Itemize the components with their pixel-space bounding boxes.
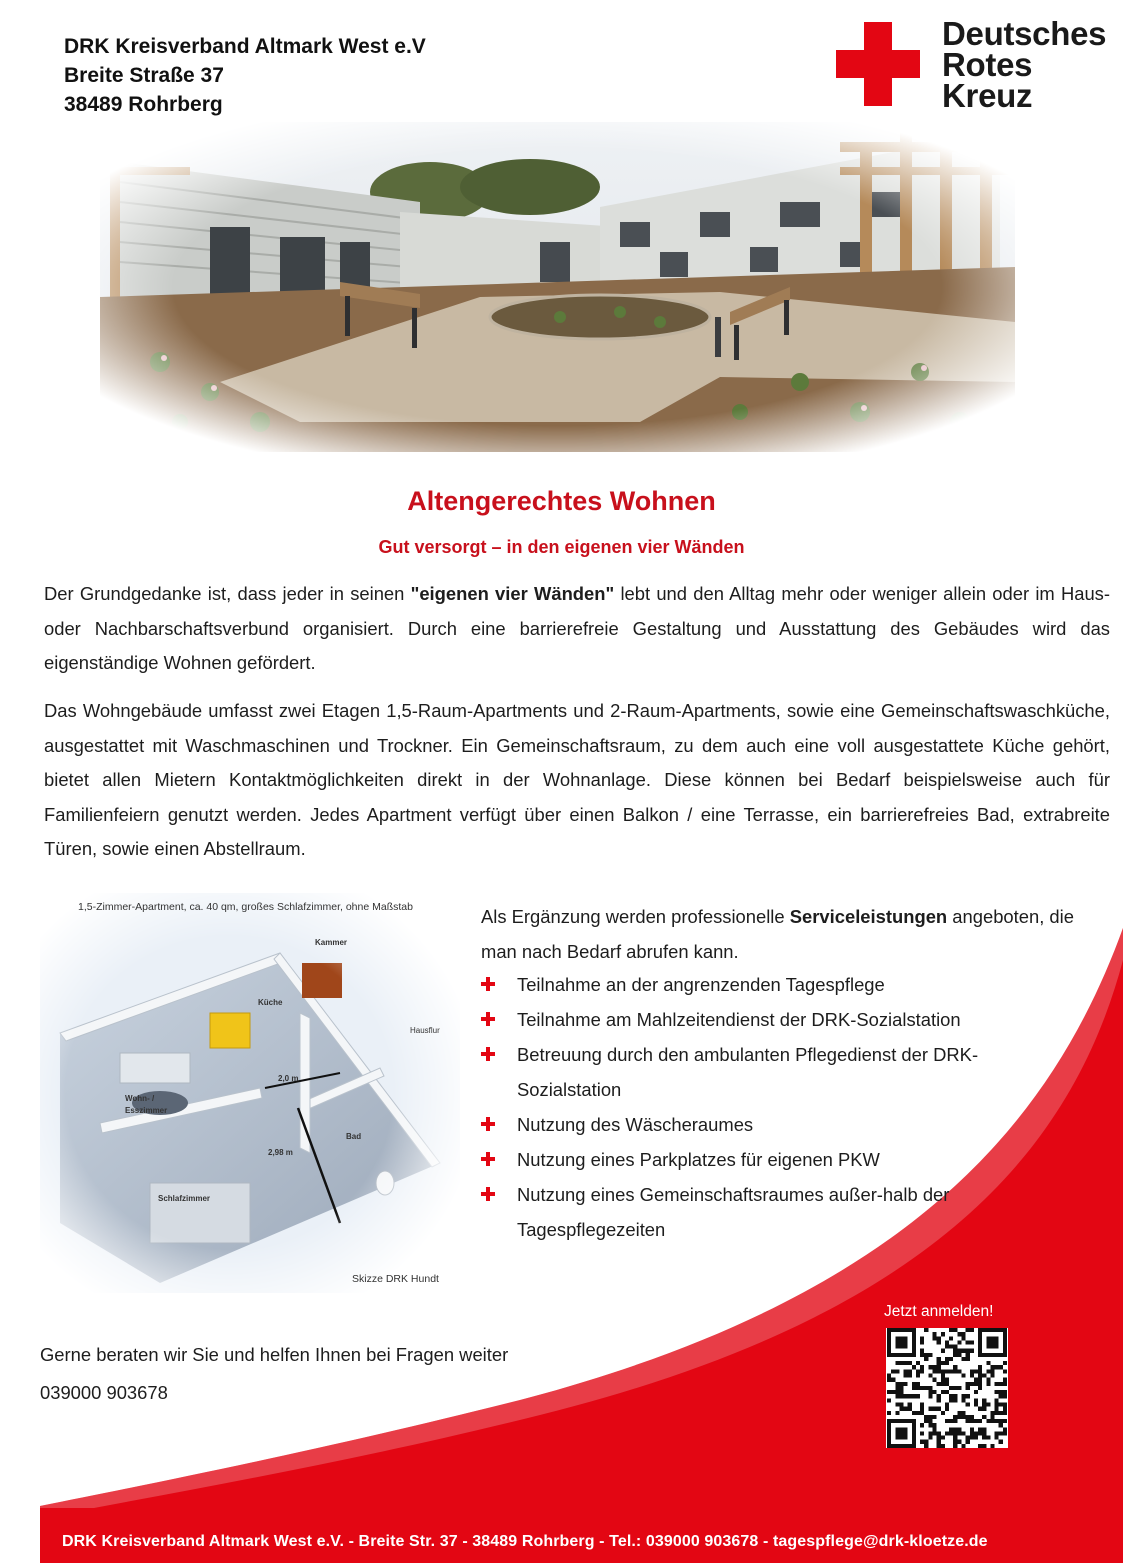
services-intro-emphasis: Serviceleistungen [789, 906, 948, 927]
services-intro [481, 899, 1111, 969]
floorplan-credit: Skizze DRK Hundt [352, 1273, 439, 1285]
services-list [481, 967, 1041, 1247]
street: Breite Straße 37 [64, 64, 224, 87]
dimension-width: 2,0 m [278, 1074, 299, 1083]
list-item [481, 1142, 1041, 1177]
service-text: Nutzung eines Parkplatzes für eigenen PKW [517, 1149, 880, 1170]
red-cross-bullet-icon [481, 1012, 495, 1026]
logo-line-2: Rotes [942, 46, 1033, 83]
red-cross-bullet-icon [481, 1152, 495, 1166]
sender-address [64, 32, 426, 119]
intro-text-end: lebt und den Alltag mehr oder weniger allein oder im Haus- oder Nachbarschaftsverbund organisiert. Durch eine barrierefreie Gestaltung und Ausstattung des Gebäudes wird das eigenständige Wohnen gefördert. [44, 583, 1110, 673]
drk-logo [836, 15, 1116, 114]
intro-paragraph [44, 577, 1110, 681]
room-label-schlafzimmer: Schlafzimmer [158, 1194, 211, 1203]
contact-text: Gerne beraten wir Sie und helfen Ihnen bei Fragen weiter [40, 1344, 509, 1365]
dimension-length: 2,98 m [268, 1148, 293, 1157]
intro-emphasis: "eigenen vier Wänden" [410, 583, 615, 604]
service-text: Teilnahme am Mahlzeitendienst der DRK-Sozialstation [517, 1009, 961, 1030]
red-cross-bullet-icon [481, 977, 495, 991]
red-cross-icon [836, 22, 920, 106]
list-item [481, 1107, 1041, 1142]
page-subtitle: Gut versorgt – in den eigenen vier Wänden [378, 537, 745, 557]
room-label-bad: Bad [346, 1132, 362, 1141]
page-title: Altengerechtes Wohnen [407, 486, 716, 516]
building-courtyard-photo [100, 122, 1015, 452]
list-item [481, 1177, 957, 1247]
org-name: DRK Kreisverband Altmark West e.V [64, 35, 426, 58]
list-item [481, 1002, 1041, 1037]
service-text: Nutzung eines Gemeinschaftsraumes außer-halb der Tagespflegezeiten [517, 1184, 950, 1240]
service-text: Nutzung des Wäscheraumes [517, 1114, 754, 1135]
services-intro-end: angeboten, die man nach Bedarf abrufen kann. [481, 906, 1074, 962]
floorplan-illustration [40, 893, 460, 1293]
service-text: Betreuung durch den ambulanten Pflegedienst der DRK-Sozialstation [517, 1044, 979, 1100]
room-label-wohn-1: Wohn- / [125, 1094, 155, 1103]
city: 38489 Rohrberg [64, 93, 223, 116]
logo-wordmark [942, 15, 1107, 114]
footer-contact-line: DRK Kreisverband Altmark West e.V. - Breite Str. 37 - 38489 Rohrberg - Tel.: 039000 903678 - tagespflege@drk-kloetze.de [62, 1533, 988, 1550]
room-label-kueche: Küche [258, 998, 283, 1007]
list-item [481, 1037, 1037, 1107]
floorplan-caption: 1,5-Zimmer-Apartment, ca. 40 qm, großes Schlafzimmer, ohne Maßstab [78, 901, 413, 913]
services-intro-start: Als Ergänzung werden professionelle [481, 906, 790, 927]
room-label-wohn-2: Esszimmer [125, 1106, 168, 1115]
contact-phone[interactable]: 039000 903678 [40, 1382, 168, 1403]
service-text: Teilnahme an der angrenzenden Tagespflege [517, 974, 885, 995]
room-label-kammer: Kammer [315, 938, 348, 947]
logo-line-3: Kreuz [942, 77, 1033, 114]
room-label-hausflur: Hausflur [410, 1026, 440, 1035]
list-item [481, 967, 1041, 1002]
building-description-paragraph: Das Wohngebäude umfasst zwei Etagen 1,5-Raum-Apartments und 2-Raum-Apartments, sowie eine Gemeinschaftswaschküche, ausgestattet mit Waschmaschinen und Trockner. Ein Gemeinschaftsraum, zu dem auch eine voll ausgestattete Küche gehört, bietet allen Mietern Kontaktmöglichkeiten direkt in der Wohnanlage. Diese können bei Bedarf beispielsweise auch für Familienfeiern genutzt werden. Jedes Apartment verfügt über einen Balkon / eine Terrasse, ein barrierefreies Bad, extrabreite Türen, sowie einen Abstellraum. [44, 700, 1110, 859]
red-cross-bullet-icon [481, 1117, 495, 1131]
qr-code[interactable] [886, 1328, 1008, 1448]
qr-label: Jetzt anmelden! [884, 1303, 994, 1320]
red-cross-bullet-icon [481, 1047, 495, 1061]
logo-line-1: Deutsches [942, 15, 1107, 52]
red-cross-bullet-icon [481, 1187, 495, 1201]
intro-text-start: Der Grundgedanke ist, dass jeder in seinen [44, 583, 411, 604]
